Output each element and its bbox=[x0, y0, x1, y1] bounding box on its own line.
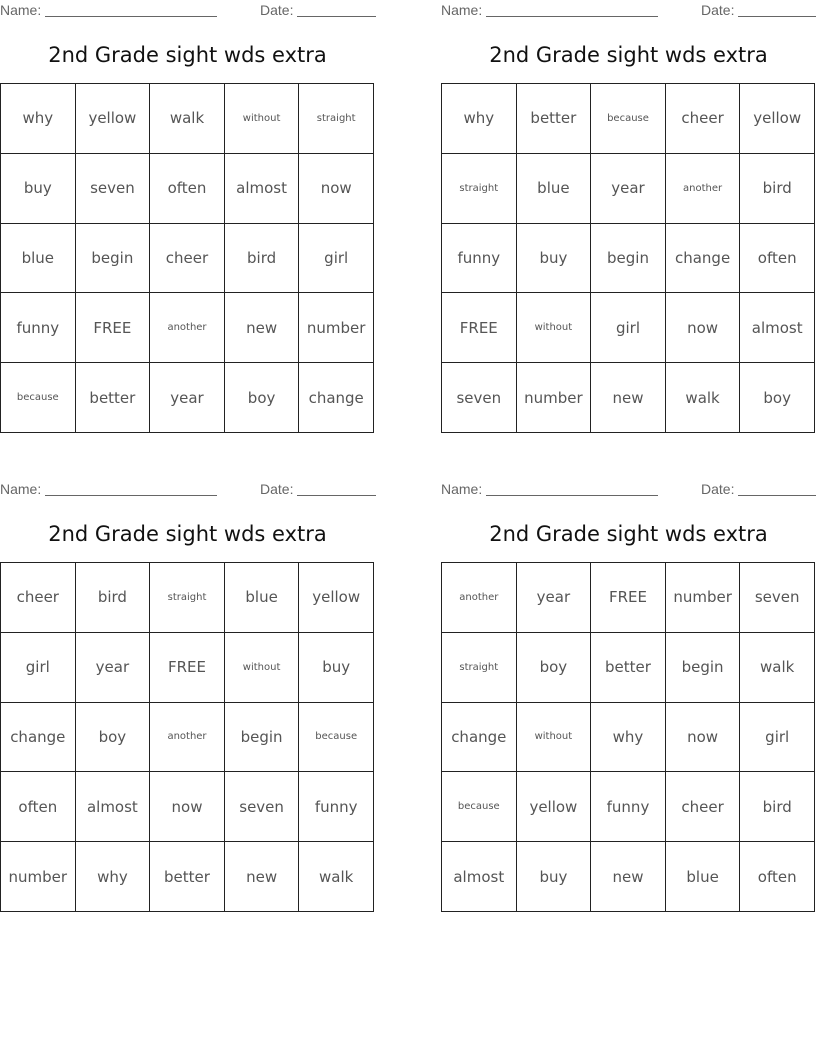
bingo-grid bbox=[441, 83, 815, 433]
bingo-cell: cheer bbox=[666, 772, 741, 842]
bingo-cell: boy bbox=[517, 633, 592, 703]
bingo-cell: yellow bbox=[76, 84, 151, 154]
name-label: Name: bbox=[441, 481, 483, 497]
date-label: Date: bbox=[701, 481, 735, 497]
card-title: 2nd Grade sight wds extra bbox=[489, 43, 768, 67]
date-line bbox=[297, 16, 376, 17]
bingo-cell: begin bbox=[225, 703, 300, 773]
bingo-cell: new bbox=[225, 293, 300, 363]
bingo-cell: change bbox=[666, 224, 741, 294]
bingo-cell: without bbox=[517, 703, 592, 773]
date-line bbox=[738, 495, 816, 496]
bingo-cell: now bbox=[299, 154, 374, 224]
bingo-cell: new bbox=[591, 363, 666, 433]
bingo-cell: better bbox=[76, 363, 151, 433]
bingo-cell: now bbox=[666, 703, 741, 773]
bingo-cell: walk bbox=[740, 633, 815, 703]
bingo-cell: buy bbox=[1, 154, 76, 224]
bingo-cell: funny bbox=[1, 293, 76, 363]
bingo-cell: because bbox=[1, 363, 76, 433]
bingo-cell: because bbox=[591, 84, 666, 154]
bingo-cell: another bbox=[150, 293, 225, 363]
bingo-cell: often bbox=[1, 772, 76, 842]
bingo-grid bbox=[0, 83, 374, 433]
bingo-cell: why bbox=[442, 84, 517, 154]
bingo-cell: number bbox=[666, 563, 741, 633]
bingo-cell: FREE bbox=[442, 293, 517, 363]
bingo-cell: because bbox=[299, 703, 374, 773]
bingo-cell: number bbox=[1, 842, 76, 912]
bingo-cell: without bbox=[225, 633, 300, 703]
bingo-cell: FREE bbox=[76, 293, 151, 363]
bingo-cell: without bbox=[517, 293, 592, 363]
bingo-cell: almost bbox=[442, 842, 517, 912]
bingo-grid bbox=[441, 562, 815, 912]
bingo-cell: walk bbox=[666, 363, 741, 433]
bingo-cell: funny bbox=[591, 772, 666, 842]
bingo-cell: new bbox=[591, 842, 666, 912]
bingo-cell: seven bbox=[740, 563, 815, 633]
bingo-cell: straight bbox=[442, 633, 517, 703]
bingo-cell: because bbox=[442, 772, 517, 842]
name-date-bar bbox=[441, 479, 816, 499]
bingo-cell: girl bbox=[299, 224, 374, 294]
bingo-cell: better bbox=[150, 842, 225, 912]
name-date-bar bbox=[441, 0, 816, 20]
date-label: Date: bbox=[260, 2, 294, 18]
name-line bbox=[45, 16, 217, 17]
name-date-bar bbox=[0, 0, 375, 20]
bingo-cell: girl bbox=[591, 293, 666, 363]
bingo-cell: yellow bbox=[299, 563, 374, 633]
bingo-cell: new bbox=[225, 842, 300, 912]
date-label: Date: bbox=[260, 481, 294, 497]
bingo-cell: change bbox=[299, 363, 374, 433]
bingo-cell: now bbox=[150, 772, 225, 842]
name-line bbox=[45, 495, 217, 496]
name-label: Name: bbox=[0, 481, 42, 497]
bingo-cell: boy bbox=[76, 703, 151, 773]
bingo-cell: year bbox=[150, 363, 225, 433]
bingo-cell: blue bbox=[666, 842, 741, 912]
bingo-cell: blue bbox=[517, 154, 592, 224]
name-line bbox=[486, 16, 658, 17]
bingo-cell: often bbox=[150, 154, 225, 224]
bingo-cell: almost bbox=[76, 772, 151, 842]
bingo-cell: bird bbox=[225, 224, 300, 294]
bingo-cell: another bbox=[442, 563, 517, 633]
bingo-cell: year bbox=[517, 563, 592, 633]
bingo-cell: almost bbox=[225, 154, 300, 224]
bingo-cell: without bbox=[225, 84, 300, 154]
name-label: Name: bbox=[0, 2, 42, 18]
bingo-cell: why bbox=[76, 842, 151, 912]
bingo-grid bbox=[0, 562, 374, 912]
card-title: 2nd Grade sight wds extra bbox=[48, 522, 327, 546]
date-line bbox=[297, 495, 376, 496]
bingo-cell: better bbox=[591, 633, 666, 703]
date-label: Date: bbox=[701, 2, 735, 18]
bingo-cell: FREE bbox=[150, 633, 225, 703]
bingo-cell: why bbox=[1, 84, 76, 154]
bingo-cell: funny bbox=[442, 224, 517, 294]
bingo-cell: boy bbox=[225, 363, 300, 433]
bingo-cell: buy bbox=[517, 842, 592, 912]
bingo-cell: yellow bbox=[740, 84, 815, 154]
bingo-cell: change bbox=[1, 703, 76, 773]
bingo-cell: FREE bbox=[591, 563, 666, 633]
bingo-cell: girl bbox=[740, 703, 815, 773]
bingo-cell: begin bbox=[666, 633, 741, 703]
bingo-cell: change bbox=[442, 703, 517, 773]
name-line bbox=[486, 495, 658, 496]
bingo-cell: begin bbox=[76, 224, 151, 294]
bingo-cell: blue bbox=[225, 563, 300, 633]
bingo-cell: straight bbox=[150, 563, 225, 633]
bingo-cell: straight bbox=[442, 154, 517, 224]
bingo-cell: walk bbox=[299, 842, 374, 912]
bingo-cell: bird bbox=[76, 563, 151, 633]
bingo-cell: seven bbox=[442, 363, 517, 433]
bingo-cell: bird bbox=[740, 772, 815, 842]
bingo-cell: yellow bbox=[517, 772, 592, 842]
bingo-cell: boy bbox=[740, 363, 815, 433]
bingo-cell: cheer bbox=[666, 84, 741, 154]
bingo-cell: cheer bbox=[150, 224, 225, 294]
bingo-cell: number bbox=[517, 363, 592, 433]
bingo-cell: cheer bbox=[1, 563, 76, 633]
bingo-cell: begin bbox=[591, 224, 666, 294]
bingo-cell: buy bbox=[517, 224, 592, 294]
bingo-cell: number bbox=[299, 293, 374, 363]
bingo-cell: seven bbox=[225, 772, 300, 842]
card-title: 2nd Grade sight wds extra bbox=[489, 522, 768, 546]
bingo-cell: blue bbox=[1, 224, 76, 294]
bingo-cell: better bbox=[517, 84, 592, 154]
bingo-cell: almost bbox=[740, 293, 815, 363]
bingo-cell: bird bbox=[740, 154, 815, 224]
name-label: Name: bbox=[441, 2, 483, 18]
bingo-cell: funny bbox=[299, 772, 374, 842]
bingo-cell: another bbox=[666, 154, 741, 224]
date-line bbox=[738, 16, 816, 17]
bingo-cell: year bbox=[591, 154, 666, 224]
bingo-cell: year bbox=[76, 633, 151, 703]
bingo-cell: girl bbox=[1, 633, 76, 703]
bingo-cell: buy bbox=[299, 633, 374, 703]
bingo-cell: walk bbox=[150, 84, 225, 154]
card-title: 2nd Grade sight wds extra bbox=[48, 43, 327, 67]
bingo-cell: often bbox=[740, 224, 815, 294]
bingo-cell: another bbox=[150, 703, 225, 773]
bingo-cell: why bbox=[591, 703, 666, 773]
bingo-cell: straight bbox=[299, 84, 374, 154]
name-date-bar bbox=[0, 479, 375, 499]
bingo-cell: now bbox=[666, 293, 741, 363]
bingo-cell: seven bbox=[76, 154, 151, 224]
bingo-cell: often bbox=[740, 842, 815, 912]
